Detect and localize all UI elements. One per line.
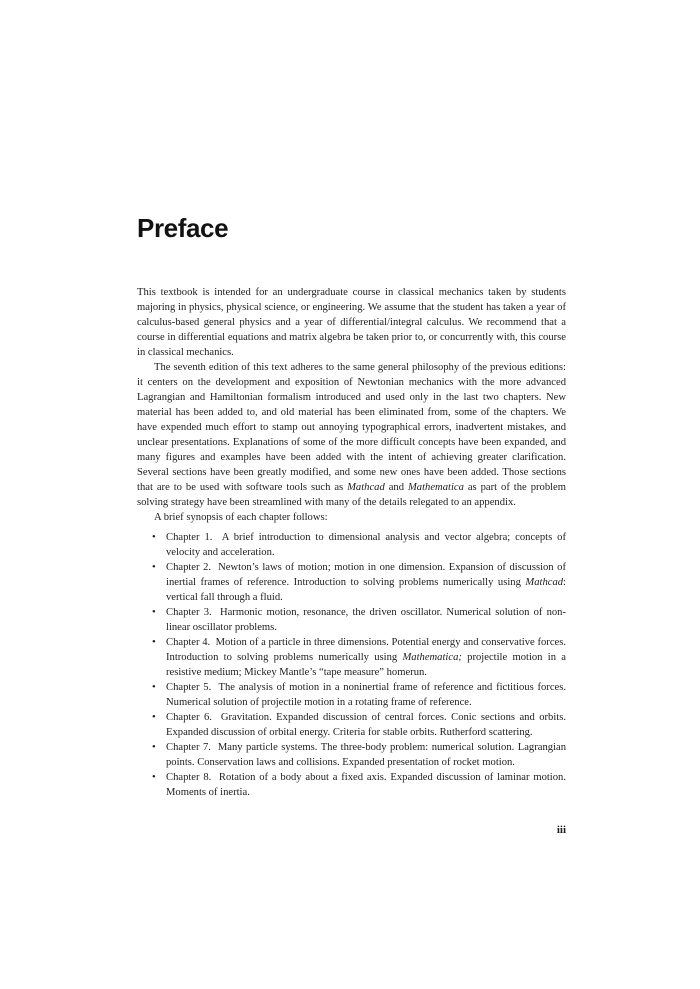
bullet-icon: • [152, 742, 156, 753]
body-text [137, 285, 566, 800]
page-content [137, 213, 566, 800]
list-item-text: Chapter 4. Motion of a particle in three dimensions. Potential energy and conservative forces. Introduction to solving problems numerically using Mathematica; projectile motion in a resistive medium; Mickey Mantle’s “tape measure” homerun. [166, 637, 566, 678]
list-item [137, 635, 566, 680]
list-item [137, 560, 566, 605]
list-item-text: Chapter 6. Gravitation. Expanded discussion of central forces. Conic sections and orbits. Expanded discussion of orbital energy. Criteria for stable orbits. Rutherford scattering. [166, 712, 566, 738]
page-number: iii [556, 824, 566, 836]
page-title: Preface [137, 213, 229, 243]
list-item [137, 710, 566, 740]
intro-paragraph: This textbook is intended for an undergraduate course in classical mechanics taken by students majoring in physics, physical science, or engineering. We assume that the student has taken a year of calculus-based general physics and a year of differential/integral calculus. We recommend that a course in differential equations and matrix algebra be taken prior to, or concurrently with, this course in classical mechanics. [137, 287, 566, 358]
bullet-icon: • [152, 682, 156, 693]
bullet-icon: • [152, 532, 156, 543]
bullet-icon: • [152, 772, 156, 783]
bullet-icon: • [152, 637, 156, 648]
bullet-icon: • [152, 562, 156, 573]
list-item-text: Chapter 7. Many particle systems. The three-body problem: numerical solution. Lagrangian points. Conservation laws and collisions. Expanded presentation of rocket motion. [166, 742, 566, 768]
list-item-text: Chapter 1. A brief introduction to dimensional analysis and vector algebra; concepts of velocity and acceleration. [166, 532, 566, 558]
synopsis-lead-in: A brief synopsis of each chapter follows: [154, 512, 328, 523]
list-item [137, 530, 566, 560]
list-item [137, 770, 566, 800]
list-item-text: Chapter 8. Rotation of a body about a fixed axis. Expanded discussion of laminar motion. Moments of inertia. [166, 772, 566, 798]
list-item [137, 605, 566, 635]
bullet-icon: • [152, 607, 156, 618]
list-item-text: Chapter 2. Newton’s laws of motion; motion in one dimension. Expansion of discussion of inertial frames of reference. Introduction to solving problems numerically using Mathcad: vertical fall through a fluid. [166, 562, 566, 603]
chapter-list [137, 530, 566, 800]
list-item [137, 740, 566, 770]
list-item [137, 680, 566, 710]
list-item-text: Chapter 3. Harmonic motion, resonance, the driven oscillator. Numerical solution of non-linear oscillator problems. [166, 607, 566, 633]
bullet-icon: • [152, 712, 156, 723]
list-item-text: Chapter 5. The analysis of motion in a noninertial frame of reference and fictitious forces. Numerical solution of projectile motion in a rotating frame of reference. [166, 682, 566, 708]
edition-paragraph: The seventh edition of this text adheres to the same general philosophy of the previous editions: it centers on the development and exposition of Newtonian mechanics with the more advanced Lagrangian and Hamiltonian formalism introduced and used only in the last two chapters. New material has been added to, and old material has been eliminated from, some of the chapters. We have expended much effort to stamp out annoying typographical errors, inadvertent mistakes, and unclear presentations. Explanations of some of the more difficult concepts have been expanded, and many figures and examples have been added with the intent of achieving greater clarification. Several sections have been greatly modified, and some new ones have been added. Those sections that are to be used with software tools such as Mathcad and Mathematica as part of the problem solving strategy have been streamlined with many of the details relegated to an appendix. [137, 362, 566, 508]
